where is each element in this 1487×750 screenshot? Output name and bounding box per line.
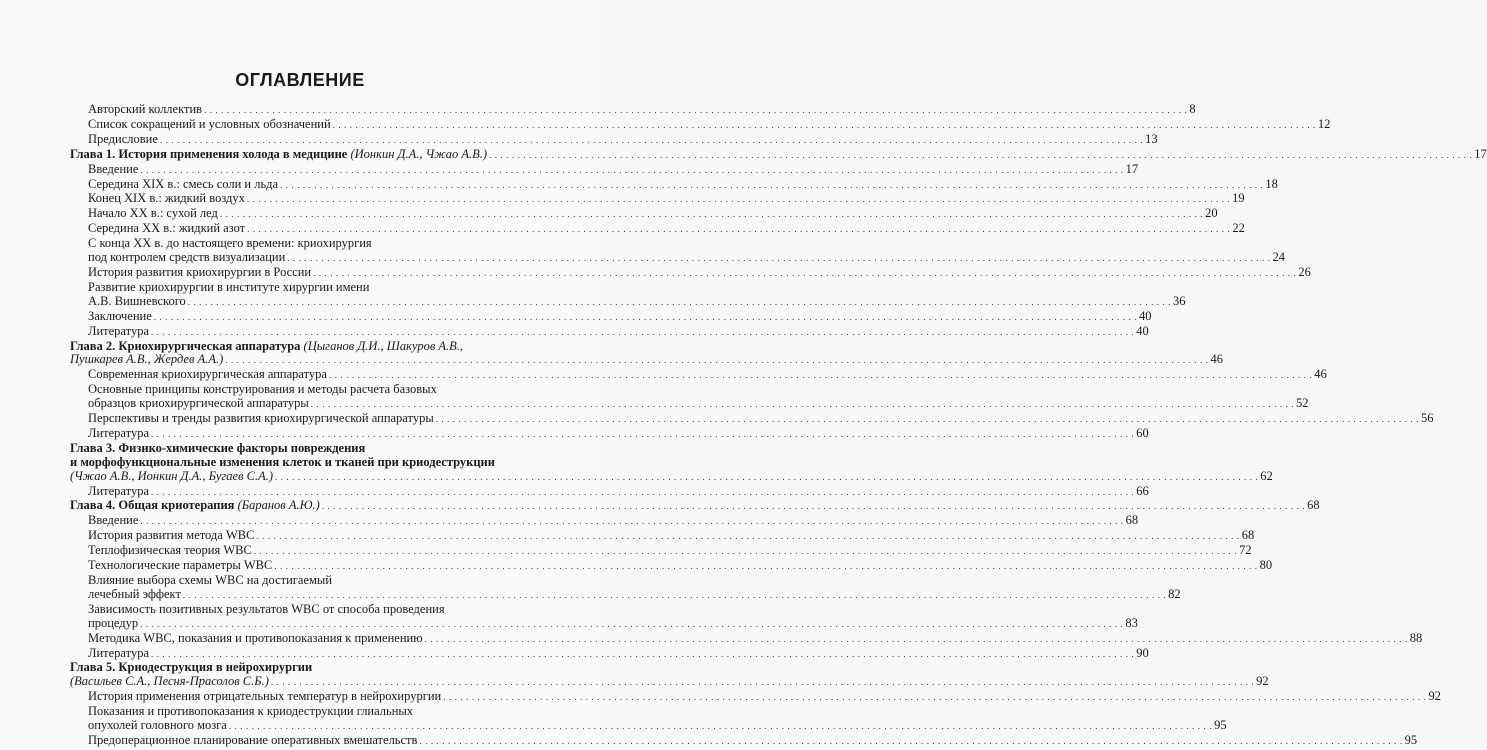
toc-line [70,558,1273,574]
chapter-title: Глава 5. Криодеструкция в нейрохирургии [70,660,313,675]
toc-entry-text [88,237,372,251]
dot-leader [436,412,1419,427]
chapter-title: Глава 2. Криохирургическая аппаратура [70,338,301,353]
toc-entry-text [88,617,138,631]
section-title: Технологические параметры WBC [88,558,273,573]
dot-leader [225,353,1208,368]
section-title: Развитие криохирургии в институте хирургии имени [88,279,370,294]
chapter-authors: (Цыганов Д.И., Шакуров А.В., [303,338,464,353]
toc-line [70,250,1286,266]
dot-leader [313,266,1296,281]
toc-page-number: 20 [1205,206,1218,221]
toc-entry-text [88,603,445,617]
toc-page-number: 22 [1232,221,1245,236]
toc-line [70,161,1139,178]
toc-line [70,281,506,295]
toc-line [70,630,1423,647]
section-title: История применения отрицательных температур в нейрохирургии [88,689,442,704]
toc-page-number: 72 [1239,543,1252,558]
toc-line [70,131,1158,148]
toc-line [70,411,1434,427]
toc-entry-text [88,383,437,397]
section-title: Основные принципы конструирования и методы расчета базовых [88,382,437,397]
toc-entry-text [88,207,218,221]
toc-page-number: 56 [1420,411,1434,426]
chapter-authors-continued: Пушкарев А.В., Жердев А.А.) [70,352,224,367]
section-title: Введение [88,513,139,528]
toc-entry-text [88,632,423,646]
dot-leader [151,325,1134,340]
toc-page-number: 17 [1474,146,1487,161]
toc-entry-text [88,397,309,411]
dot-leader [280,178,1263,193]
toc-page-number: 26 [1298,264,1311,279]
toc-line [70,221,1245,237]
toc-entry-text [88,574,332,588]
toc-line [70,264,1311,281]
toc-entry-text [70,442,365,456]
section-title: Перспективы и тренды развития криохирургической аппаратуры [88,411,434,426]
toc-page-number: 68 [1307,498,1320,513]
dot-leader [489,148,1472,163]
dot-leader [256,529,1239,544]
toc-page-number: 46 [1210,352,1224,367]
dot-leader [287,251,1270,266]
toc-entry-text [70,661,312,675]
toc-line [70,513,1139,529]
toc-entry-text [70,353,223,367]
toc-line [70,425,1149,442]
toc-page-number: 68 [1241,528,1255,543]
toc-entry-text [88,325,149,339]
chapter-authors-continued: (Чжао А.В., Ионкин Д.А., Бугаев С.А.) [70,468,274,483]
toc-page-number: 90 [1136,645,1149,660]
toc-entry-text [88,529,254,543]
toc-line [70,146,1487,163]
toc-line [70,116,1331,133]
dot-leader [247,222,1230,237]
section-title: С конца XX в. до настоящего времени: криохирургия [88,236,372,251]
toc-entry-text [88,719,227,733]
toc-entry-text [88,266,311,280]
dot-leader [425,632,1408,647]
dot-leader [151,427,1134,442]
toc-line [70,661,506,675]
dot-leader [322,499,1305,514]
toc-page-number: 8 [1189,102,1196,116]
section-title: Середина XX в.: жидкий азот [88,221,246,236]
toc-entry-text [70,675,269,689]
toc-line [70,308,1152,325]
toc-entry-text [88,485,149,499]
dot-leader [311,397,1294,412]
toc-entry-text [88,734,417,748]
toc-line [70,603,506,617]
toc-line [70,340,506,354]
toc-line [70,323,1149,340]
section-title: Начало XX в.: сухой лед [88,206,218,221]
chapter-authors-continued: (Васильев С.А., Песня-Прасолов С.Б.) [70,674,269,689]
toc-page-number: 66 [1136,483,1149,498]
section-title-continued: образцов криохирургической аппаратуры [88,396,309,411]
section-title: Зависимость позитивных результатов WBC от способа проведения [88,601,445,616]
toc-entry-text [88,647,149,661]
toc-entry-text [88,251,285,265]
chapter-authors: (Баранов А.Ю.) [237,498,320,513]
toc-line [70,396,1309,412]
section-title: Предоперационное планирование оперативных вмешательств [88,732,418,747]
toc-entry-text [88,133,158,147]
toc-line [70,456,506,470]
dot-leader [204,103,1187,118]
toc-entry-text [88,178,278,192]
toc-page-number: 95 [1214,718,1227,733]
toc-entry-text [88,118,331,132]
page-title: ОГЛАВЛЕНИЕ [235,70,365,90]
section-title: Список сокращений и условных обозначений [88,116,331,131]
toc-line [70,191,1245,207]
toc-line [70,206,1218,222]
dot-leader [333,118,1316,133]
section-title: Авторский коллектив [88,102,203,116]
toc-page-number: 62 [1260,468,1273,483]
chapter-authors: (Ионкин Д.А., Чжао А.В.) [350,146,488,161]
section-title-continued: опухолей головного мозга [88,718,227,733]
toc-page-number: 46 [1314,367,1327,382]
dot-leader [151,485,1134,500]
section-title: Методика WBC, показания и противопоказания к применению [88,630,423,645]
toc-page-number: 52 [1296,396,1309,411]
chapter-title: Глава 4. Общая криотерапия [70,498,235,513]
section-title: Литература [88,483,149,498]
toc-entry-text [88,192,245,206]
section-title: Показания и противопоказания к криодеструкции глиальных [88,704,414,719]
section-title: Современная криохирургическая аппаратура [88,367,327,382]
section-title: Предисловие [88,131,158,146]
toc-entry-text [88,368,327,382]
toc-entry-text [70,148,487,162]
chapter-title-continued: и морфофункциональные изменения клеток и тканей при криодеструкции [70,454,495,469]
toc-page-number: 12 [1317,116,1331,131]
dot-leader [188,295,1171,310]
dot-leader [229,719,1212,734]
section-title-continued: под контролем средств визуализации [88,250,286,265]
toc-entry-text [88,427,149,441]
toc-page-number: 13 [1145,131,1158,146]
toc-page-number: 24 [1272,250,1286,265]
toc-line [70,528,1255,544]
dot-leader [140,514,1123,529]
chapter-title: Глава 3. Физико-химические факторы повреждения [70,440,366,455]
toc-page-number: 83 [1125,615,1138,630]
toc-page-number: 88 [1409,630,1423,645]
toc-entry-text [88,514,138,528]
toc-entry-text [88,559,272,573]
toc-entry-text [88,544,252,558]
toc-line [70,674,1269,690]
toc-entry-text [88,705,413,719]
section-title: История развития метода WBC [88,528,255,543]
dot-leader [140,617,1123,632]
toc-entry-text [70,499,320,513]
toc-page-number: 92 [1428,689,1441,704]
section-title: Литература [88,425,149,440]
toc-page-number: 80 [1259,558,1273,573]
dot-leader [151,647,1134,662]
toc-entry-text [88,295,186,309]
dot-leader [140,163,1123,178]
toc-line [70,442,506,456]
toc-line [70,352,1224,368]
toc-page-number: 68 [1125,513,1139,528]
toc-line [70,615,1138,632]
toc-line [70,383,506,397]
section-title: История развития криохирургии в России [88,264,312,279]
toc-line [70,645,1149,662]
toc-page-number: 92 [1256,674,1269,689]
toc-line [70,718,1227,734]
toc-line [70,102,1196,118]
toc-page-number: 40 [1139,308,1152,323]
toc-line [70,732,1418,749]
dot-leader [443,690,1426,705]
dot-leader [220,207,1203,222]
table-of-contents [70,102,1487,749]
toc-page-number: 82 [1168,586,1181,601]
toc-entry-text [88,281,369,295]
dot-leader [274,559,1257,574]
toc-line [70,367,1327,383]
toc-line [70,586,1181,603]
section-title: Влияние выбора схемы WBC на достигаемый [88,573,333,587]
section-title-continued: процедур [88,615,139,630]
toc-line [70,689,1441,705]
toc-line [70,468,1273,485]
dot-leader [419,734,1402,749]
section-title: Конец XIX в.: жидкий воздух [88,191,245,206]
toc-page-number: 36 [1173,293,1186,308]
toc-line [70,574,506,588]
dot-leader [154,310,1137,325]
toc-page-number: 17 [1125,161,1139,176]
toc-entry-text [88,412,434,426]
dot-leader [160,133,1143,148]
section-title: Теплофизическая теория WBC [88,543,252,558]
toc-entry-text [70,470,273,484]
toc-line [70,543,1252,559]
section-title-continued: лечебный эффект [88,586,181,601]
toc-entry-text [88,222,245,236]
dot-leader [275,470,1258,485]
toc-line [70,237,506,251]
toc-entry-text [88,310,152,324]
toc-line [70,293,1186,310]
section-title: Заключение [88,308,152,323]
toc-line [70,176,1278,193]
chapter-title: Глава 1. История применения холода в медицине [70,146,348,161]
dot-leader [329,368,1312,383]
toc-page-number: 60 [1136,425,1149,440]
toc-page-number: 40 [1136,323,1149,338]
toc-page-number: 18 [1265,176,1278,191]
section-title: Литература [88,323,149,338]
toc-line [70,705,506,719]
toc-line [70,498,1320,514]
dot-leader [271,675,1254,690]
section-title-continued: А.В. Вишневского [88,293,186,308]
toc-line [70,483,1149,500]
toc-page-number: 19 [1232,191,1245,206]
toc-entry-text [70,340,463,354]
toc-entry-text [70,456,495,470]
section-title: Середина XIX в.: смесь соли и льда [88,176,279,191]
dot-leader [254,544,1237,559]
toc-page-number: 95 [1404,732,1418,747]
section-title: Литература [88,645,149,660]
dot-leader [183,588,1166,603]
dot-leader [247,192,1230,207]
toc-entry-text [88,163,138,177]
section-title: Введение [88,161,139,176]
toc-entry-text [88,588,181,602]
toc-entry-text [88,103,202,117]
toc-entry-text [88,690,441,704]
